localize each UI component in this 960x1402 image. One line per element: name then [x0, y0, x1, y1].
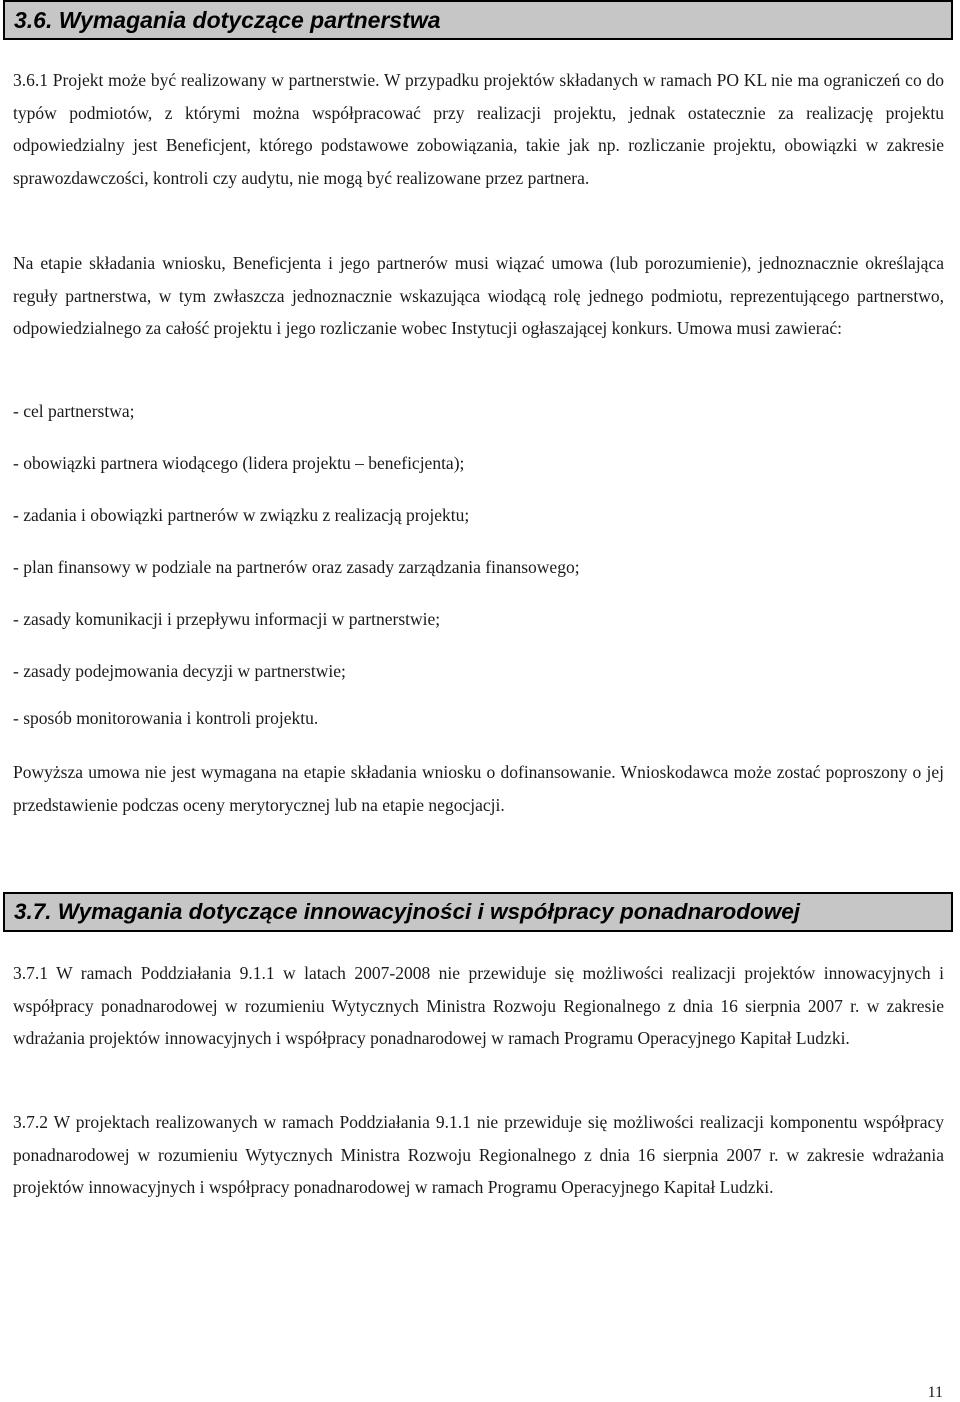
list-item: - plan finansowy w podziale na partnerów oraz zasady zarządzania finansowego; — [13, 557, 580, 577]
list-item: - cel partnerstwa; — [13, 401, 135, 421]
paragraph-agreement-note: Powyższa umowa nie jest wymagana na etapie składania wniosku o dofinansowanie. Wnioskodawca może zostać poproszony o jej przedstawienie podczas oceny merytorycznej lub na etapie negocjacji. — [13, 762, 944, 815]
page-number: 11 — [927, 1384, 943, 1401]
list-item: - zasady komunikacji i przepływu informacji w partnerstwie; — [13, 609, 441, 629]
list-item: - obowiązki partnera wiodącego (lidera projektu – beneficjenta); — [13, 453, 465, 473]
list-item: - zasady podejmowania decyzji w partnerstwie; — [13, 661, 346, 681]
list-item: - zadania i obowiązki partnerów w związku z realizacją projektu; — [13, 505, 470, 525]
paragraph-partnership-agreement: Na etapie składania wniosku, Beneficjenta i jego partnerów musi wiązać umowa (lub porozumienie), jednoznacznie określająca reguły partnerstwa, w tym zwłaszcza jednoznacznie wskazująca wiodącą rolę jednego podmiotu, reprezentującego partnerstwo, odpowiedzialnego za całość projektu i jego rozliczanie wobec Instytucji ogłaszającej konkurs. Umowa musi zawierać: — [13, 253, 944, 338]
paragraph-3-7-1: 3.7.1 W ramach Poddziałania 9.1.1 w latach 2007-2008 nie przewiduje się możliwości realizacji projektów innowacyjnych i współpracy ponadnarodowej w rozumieniu Wytycznych Ministra Rozwoju Regionalnego z dnia 16 sierpnia 2007 r. w zakresie wdrażania projektów innowacyjnych i współpracy ponadnarodowej w ramach Programu Operacyjnego Kapitał Ludzki. — [13, 963, 944, 1048]
paragraph-3-6-1: 3.6.1 Projekt może być realizowany w partnerstwie. W przypadku projektów składanych w ramach PO KL nie ma ograniczeń co do typów podmiotów, z którymi można współpracować przy realizacji projektu, jednak ostatecznie za realizację projektu odpowiedzialny jest Beneficjent, którego podstawowe zobowiązania, takie jak np. rozliczanie projektu, obowiązki w zakresie sprawozdawczości, kontroli czy audytu, nie mogą być realizowane przez partnera. — [13, 70, 944, 188]
paragraph-3-7-2: 3.7.2 W projektach realizowanych w ramach Poddziałania 9.1.1 nie przewiduje się możliwości realizacji komponentu współpracy ponadnarodowej w rozumieniu Wytycznych Ministra Rozwoju Regionalnego z dnia 16 sierpnia 2007 r. w zakresie wdrażania projektów innowacyjnych i współpracy ponadnarodowej w ramach Programu Operacyjnego Kapitał Ludzki. — [13, 1112, 944, 1197]
section-heading-3-7: 3.7. Wymagania dotyczące innowacyjności i współpracy ponadnarodowej — [3, 892, 953, 932]
section-heading-3-6: 3.6. Wymagania dotyczące partnerstwa — [3, 0, 953, 40]
list-item: - sposób monitorowania i kontroli projektu. — [13, 708, 319, 728]
